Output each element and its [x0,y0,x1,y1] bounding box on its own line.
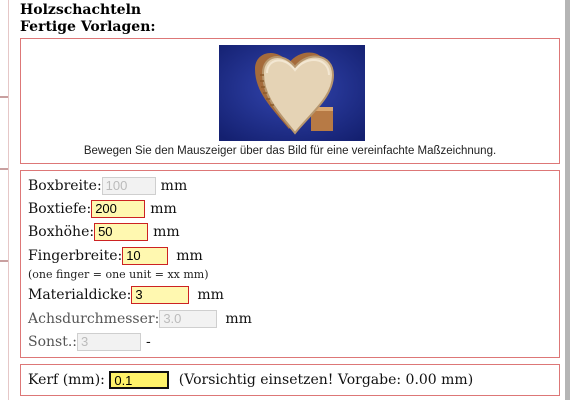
fingerbreite-unit: mm [176,248,203,264]
row-materialdicke [28,286,224,304]
achsdurchmesser-input[interactable]: 3.0 [159,310,217,328]
sonst-label: Sonst.: [28,334,78,350]
fingerbreite-input[interactable]: 10 [122,247,168,265]
edge-tick [0,96,8,98]
kerf-note: (Vorsichtig einsetzen! Vorgabe: 0.00 mm) [178,372,474,388]
preview-panel [20,38,560,164]
kerf-label: Kerf (mm): [28,372,105,388]
boxhoehe-label: Boxhöhe: [28,224,95,240]
boxhoehe-unit: mm [153,224,180,240]
row-boxhoehe [28,223,180,241]
row-fingerbreite [28,247,203,265]
boxbreite-label: Boxbreite: [28,178,102,194]
boxtiefe-input[interactable]: 200 [91,200,145,218]
boxtiefe-label: Boxtiefe: [28,201,92,217]
heart-box-photo[interactable] [219,45,365,141]
achsdurchmesser-label: Achsdurchmesser: [28,311,160,327]
parameters-panel [20,170,560,358]
image-caption: Bewegen Sie den Mauszeiger über das Bild für eine vereinfachte Maßzeichnung. [83,145,497,157]
achsdurchmesser-unit: mm [225,311,252,327]
boxtiefe-unit: mm [150,201,177,217]
sonst-suffix: - [146,334,151,350]
boxbreite-input[interactable]: 100 [102,177,156,195]
materialdicke-input[interactable]: 3 [131,286,189,304]
page-title: Holzschachteln [20,2,142,18]
row-kerf [28,371,473,389]
row-achsdurchmesser [28,310,252,328]
heart-box-icon [219,45,365,141]
materialdicke-unit: mm [197,287,224,303]
fingerbreite-label: Fingerbreite: [28,248,123,264]
edge-tick [0,168,8,170]
kerf-input[interactable]: 0.1 [109,371,169,389]
kerf-panel [20,364,560,396]
left-edge-stripe [0,0,9,400]
edge-tick [0,260,8,262]
fingerbreite-hint: (one finger = one unit = xx mm) [28,268,209,281]
sonst-input[interactable]: 3 [77,333,141,351]
boxhoehe-input[interactable]: 50 [94,223,148,241]
row-boxtiefe [28,200,177,218]
section-subtitle: Fertige Vorlagen: [20,19,156,35]
row-sonst [28,333,151,351]
row-boxbreite [28,177,187,195]
materialdicke-label: Materialdicke: [28,287,132,303]
scrollbar-edge[interactable] [565,0,570,400]
boxbreite-unit: mm [160,178,188,194]
